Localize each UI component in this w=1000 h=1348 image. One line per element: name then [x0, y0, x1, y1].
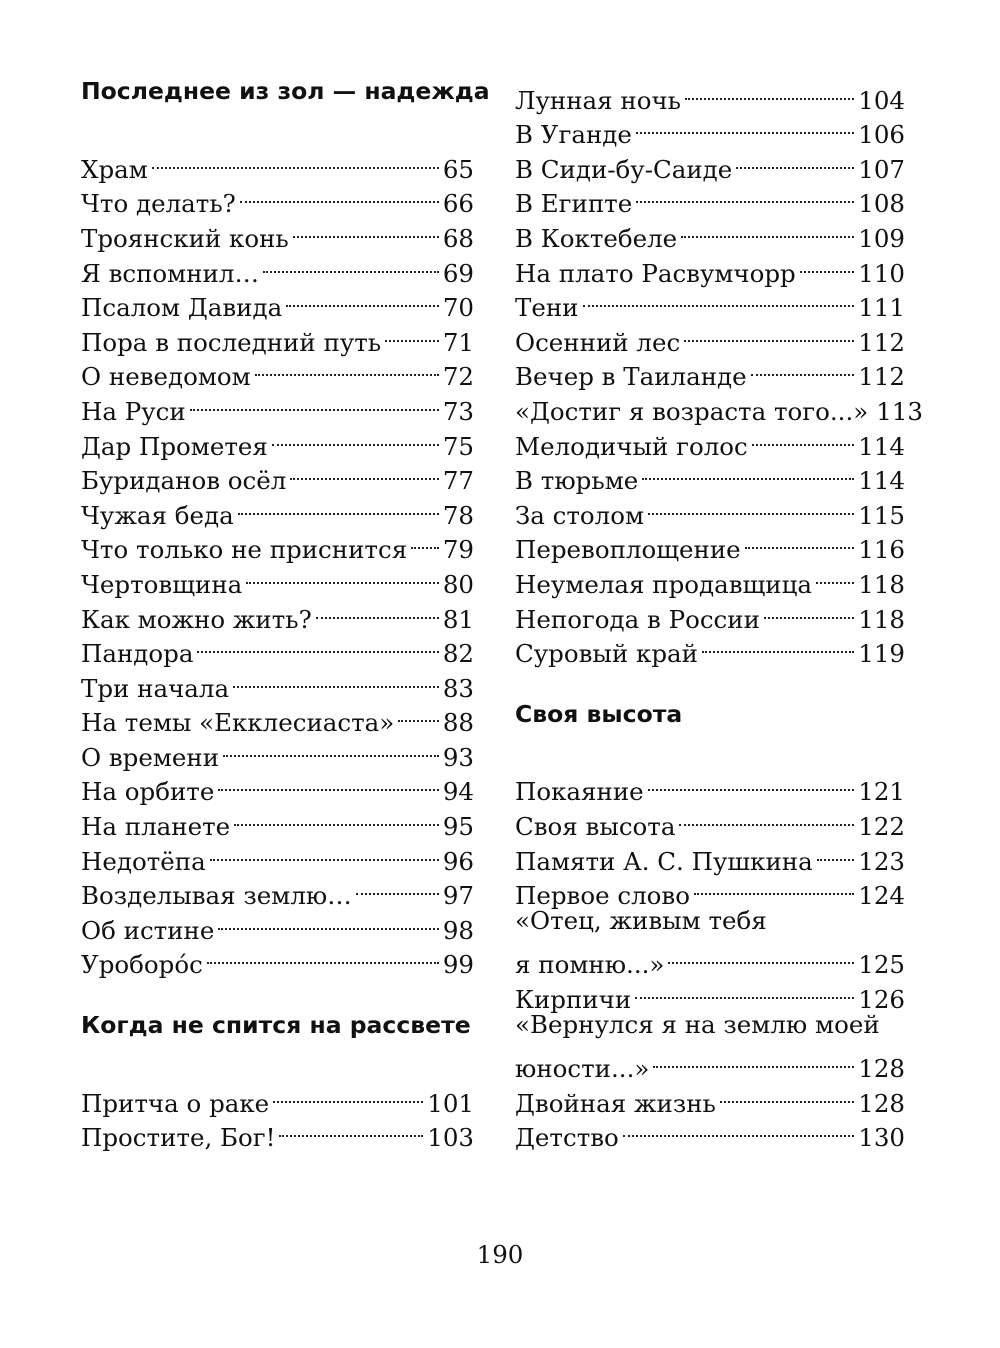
entry-page: 125: [858, 950, 905, 980]
entry-page: 77: [442, 466, 474, 496]
entry-page: 103: [427, 1123, 474, 1153]
entry-title: Пандора: [81, 639, 194, 669]
entry-title: В Коктебеле: [515, 223, 678, 253]
entry-page: 118: [858, 604, 905, 634]
entry-title: Тени: [515, 293, 579, 323]
entry-page: 66: [442, 189, 474, 219]
dot-leader: [223, 731, 439, 766]
entry-page: 101: [427, 1088, 474, 1118]
entry-page: 82: [442, 639, 474, 669]
dot-leader: [263, 247, 439, 282]
entry-page: 79: [442, 535, 474, 565]
entry-page: 88: [442, 708, 474, 738]
dot-leader: [751, 351, 855, 386]
entry-title: Первое слово: [515, 881, 690, 911]
entry-page: 70: [442, 293, 474, 323]
entry-title: О неведомом: [81, 362, 251, 392]
toc-entry: [515, 766, 905, 807]
dot-leader: [210, 835, 439, 870]
entry-title: Кирпичи: [515, 985, 632, 1015]
entry-title: На темы «Екклесиаста»: [81, 708, 395, 738]
dot-leader: [583, 282, 855, 317]
dot-leader: [623, 1112, 854, 1147]
entry-page: 111: [858, 293, 905, 323]
entry-title: Пора в последний путь: [81, 327, 382, 357]
entry-page: 69: [442, 258, 474, 288]
entry-page: 116: [858, 535, 905, 565]
entry-title: Чужая беда: [81, 500, 234, 530]
entry-page: 121: [858, 777, 905, 807]
dot-leader: [816, 558, 854, 593]
dot-leader: [218, 904, 438, 939]
entry-page: 130: [858, 1123, 905, 1153]
toc-list: [81, 143, 474, 980]
entry-page: 110: [858, 258, 905, 288]
section-heading: Своя высота: [515, 699, 683, 728]
entry-page: 112: [858, 327, 905, 357]
dot-leader: [685, 74, 854, 109]
entry-title: Буриданов осёл: [81, 466, 287, 496]
entry-title: Непогода в России: [515, 604, 760, 634]
entry-title: Недотёпа: [81, 846, 206, 876]
dot-leader: [684, 316, 854, 351]
entry-title: «Достиг я возраста того...»: [515, 396, 869, 426]
dot-leader: [636, 178, 854, 213]
dot-leader: [636, 109, 854, 144]
toc-list: [515, 1077, 905, 1153]
entry-title: На Руси: [81, 396, 186, 426]
dot-leader: [668, 939, 854, 974]
entry-title: На плато Расвумчорр: [515, 258, 796, 288]
entry-title: я помню...»: [515, 950, 665, 980]
entry-page: 107: [858, 154, 905, 184]
entry-title: Дар Прометея: [81, 431, 268, 461]
dot-leader: [240, 178, 439, 213]
dot-leader: [218, 766, 438, 801]
dot-leader: [279, 1112, 423, 1147]
dot-leader: [286, 282, 439, 317]
toc-entry: [81, 1077, 474, 1118]
dot-leader: [681, 212, 854, 247]
dot-leader: [272, 420, 439, 455]
entry-page: 65: [442, 154, 474, 184]
dot-leader: [411, 524, 439, 559]
entry-page: 73: [442, 396, 474, 426]
entry-title: Простите, Бог!: [81, 1123, 276, 1153]
entry-page: 128: [858, 1054, 905, 1084]
toc-right-column: [515, 74, 924, 1153]
entry-title: Троянский конь: [81, 223, 289, 253]
entry-title: Псалом Давида: [81, 293, 283, 323]
dot-leader: [273, 1077, 423, 1112]
dot-leader: [316, 593, 439, 628]
toc-list: [515, 74, 924, 669]
dot-leader: [356, 870, 439, 905]
toc-entry-line: «Вернулся я на землю моей: [515, 1010, 880, 1040]
entry-title: Осенний лес: [515, 327, 681, 357]
dot-leader: [648, 766, 855, 801]
entry-title: Памяти А. С. Пушкина: [515, 846, 813, 876]
entry-title: О времени: [81, 742, 220, 772]
entry-page: 106: [858, 120, 905, 150]
entry-page: 108: [858, 189, 905, 219]
entry-title: Вечер в Таиланде: [515, 362, 747, 392]
entry-title: На орбите: [81, 777, 215, 807]
entry-title: Неумелая продавщица: [515, 569, 812, 599]
entry-title: Храм: [81, 154, 148, 184]
entry-title: Я вспомнил…: [81, 258, 259, 288]
entry-title: Лунная ночь: [515, 85, 681, 115]
entry-page: 122: [858, 812, 905, 842]
entry-page: 75: [442, 431, 474, 461]
entry-title: Перевоплощение: [515, 535, 741, 565]
entry-page: 71: [442, 327, 474, 357]
entry-page: 78: [442, 500, 474, 530]
entry-title: Двойная жизнь: [515, 1088, 716, 1118]
section-heading: Когда не спится на рассвете: [81, 1011, 471, 1040]
entry-page: 83: [442, 673, 474, 703]
entry-title: Три начала: [81, 673, 230, 703]
entry-title: На планете: [81, 812, 231, 842]
dot-leader: [702, 628, 854, 663]
entry-title: Мелодичый голос: [515, 431, 748, 461]
dot-leader: [190, 385, 439, 420]
entry-title: Детство: [515, 1123, 619, 1153]
entry-title: Об истине: [81, 915, 215, 945]
dot-leader: [293, 212, 439, 247]
dot-leader: [653, 1043, 854, 1078]
dot-leader: [255, 351, 439, 386]
dot-leader: [764, 593, 854, 628]
entry-page: 124: [858, 881, 905, 911]
entry-page: 119: [858, 639, 905, 669]
toc-entry-line: «Отец, живым тебя: [515, 906, 767, 936]
entry-page: 128: [858, 1088, 905, 1118]
entry-page: 96: [442, 846, 474, 876]
toc-entry: [515, 74, 905, 115]
entry-title: Что только не приснится: [81, 535, 408, 565]
entry-title: Уроборóс: [81, 950, 203, 980]
dot-leader: [642, 455, 854, 490]
entry-page: 93: [442, 742, 474, 772]
entry-title: Что делать?: [81, 189, 236, 219]
dot-leader: [207, 939, 439, 974]
entry-page: 114: [858, 431, 905, 461]
entry-page: 114: [858, 466, 905, 496]
entry-title: Своя высота: [515, 812, 676, 842]
entry-page: 95: [442, 812, 474, 842]
dot-leader: [233, 662, 439, 697]
entry-page: 72: [442, 362, 474, 392]
dot-leader: [398, 697, 439, 732]
entry-page: 98: [442, 915, 474, 945]
entry-page: 113: [876, 396, 924, 426]
entry-page: 97: [442, 881, 474, 911]
dot-leader: [800, 247, 854, 282]
entry-title: Суровый край: [515, 639, 698, 669]
entry-page: 126: [858, 985, 905, 1015]
toc-left-column: [81, 74, 490, 1153]
dot-leader: [679, 800, 854, 835]
dot-leader: [246, 558, 439, 593]
dot-leader: [694, 870, 854, 905]
toc-entry: [81, 143, 474, 184]
entry-title: юности...»: [515, 1054, 650, 1084]
dot-leader: [238, 489, 439, 524]
section-heading: Последнее из зол — надежда: [81, 77, 490, 105]
entry-title: Покаяние: [515, 777, 644, 807]
dot-leader: [745, 524, 855, 559]
entry-title: Притча о раке: [81, 1088, 270, 1118]
entry-title: Возделывая землю…: [81, 881, 352, 911]
dot-leader: [635, 973, 854, 1008]
entry-page: 118: [858, 569, 905, 599]
entry-page: 112: [858, 362, 905, 392]
entry-page: 99: [442, 950, 474, 980]
dot-leader: [736, 143, 854, 178]
entry-page: 109: [858, 223, 905, 253]
entry-page: 80: [442, 569, 474, 599]
entry-title: В Египте: [515, 189, 633, 219]
dot-leader: [290, 455, 438, 490]
entry-title: Чертовщина: [81, 569, 243, 599]
entry-page: 81: [442, 604, 474, 634]
entry-page: 94: [442, 777, 474, 807]
dot-leader: [197, 628, 438, 663]
toc-entry: [515, 939, 905, 980]
page-number: 190: [476, 1240, 524, 1269]
entry-page: 123: [858, 846, 905, 876]
dot-leader: [720, 1077, 854, 1112]
entry-title: В Уганде: [515, 120, 632, 150]
entry-page: 115: [858, 500, 905, 530]
dot-leader: [817, 835, 854, 870]
entry-title: В Сиди-бу-Саиде: [515, 154, 733, 184]
entry-title: В тюрьме: [515, 466, 639, 496]
dot-leader: [752, 420, 854, 455]
entry-title: За столом: [515, 500, 645, 530]
dot-leader: [234, 800, 439, 835]
dot-leader: [648, 489, 854, 524]
dot-leader: [385, 316, 439, 351]
toc-list: [515, 766, 905, 911]
entry-title: Как можно жить?: [81, 604, 312, 634]
toc-entry: [515, 1043, 905, 1084]
toc-list: [81, 1077, 474, 1153]
entry-page: 68: [442, 223, 474, 253]
dot-leader: [152, 143, 439, 178]
entry-page: 104: [858, 85, 905, 115]
